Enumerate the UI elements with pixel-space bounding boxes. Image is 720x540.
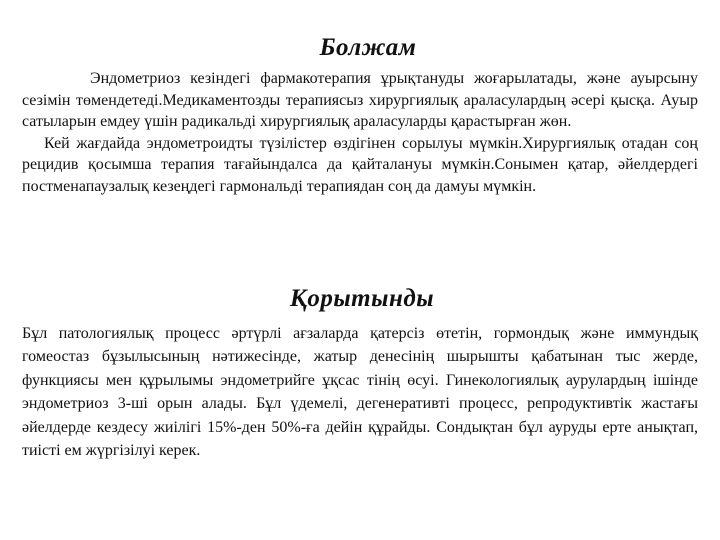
conclusion-paragraph-1: Бұл патологиялық процесс әртүрлі ағзаларда қатерсіз өтетін, гормондық және иммундық гомеостаз бұзылысының нәтижесінде, жатыр денесінің шырышты қабатынан тыс жерде, функциясы мен құрылымы эндометрийге ұқсас тінің өсуі. Гинекологиялық аурулардың ішінде эндометриоз 3-ші орын алады. Бұл үдемелі, дегенеративті процесс, репродуктивтік жастағы әйелдерде кездесу жиілігі 15%-ден 50%-ға дейін құрайды. Сондықтан бұл ауруды ерте анықтап, тиісті ем жүргізілуі керек. bbox=[22, 325, 698, 460]
prognosis-paragraph-1: Эндометриоз кезіндегі фармакотерапия ұрықтануды жоғарылатады, және ауырсыну сезімін төмендетеді.Медикаментозды терапиясыз хирургиялық араласулардың әсері қысқа. Ауыр сатыларын емдеу үшін радикальді хирургиялық араласуларды қарастырған жөн. bbox=[22, 70, 698, 131]
conclusion-title: Қорытынды bbox=[289, 285, 435, 312]
prognosis-title: Болжам bbox=[319, 34, 417, 61]
conclusion-body bbox=[22, 322, 698, 462]
prognosis-body bbox=[22, 68, 698, 198]
prognosis-paragraph-2: Кей жағдайда эндометроидты түзілістер өздігінен сорылуы мүмкін.Хирургиялық отадан соң рецидив қосымша терапия тағайындалса да қайталануы мүмкін.Сонымен қатар, әйелдердегі постменапаузалық кезеңдегі гармональді терапиядан соң да дамуы мүмкін. bbox=[22, 134, 698, 195]
